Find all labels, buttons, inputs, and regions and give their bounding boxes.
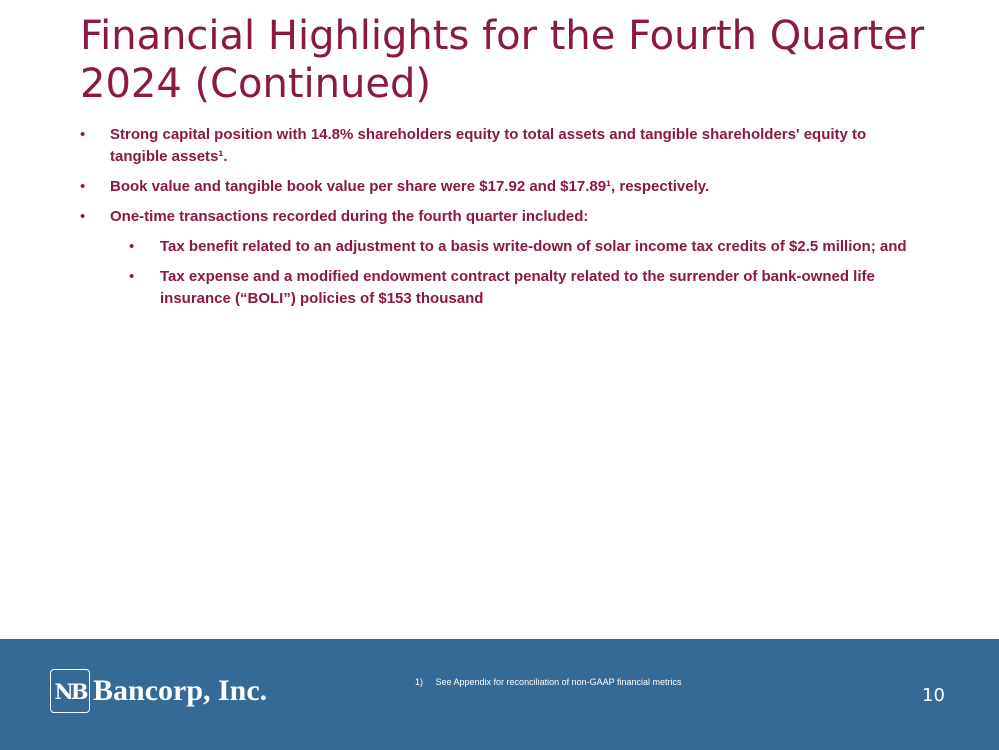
sub-bullet-text: Tax expense and a modified endowment contract penalty related to the surrender of bank-owned life insurance (“BOLI”) policies of $153 thousand bbox=[160, 268, 875, 307]
bullet-glyph: • bbox=[80, 208, 86, 225]
bullet-text: Book value and tangible book value per share were $17.92 and $17.89¹, respectively. bbox=[110, 178, 710, 195]
bullet-glyph: • bbox=[129, 268, 135, 285]
sub-bullet-text: Tax benefit related to an adjustment to a basis write-down of solar income tax credits of $2.5 million; and bbox=[160, 238, 907, 255]
bullet-glyph: • bbox=[80, 178, 86, 195]
bullet-glyph: • bbox=[80, 126, 86, 143]
sub-bullet-tax-benefit bbox=[129, 236, 920, 258]
logo-mark: NB bbox=[50, 669, 90, 713]
footnote: 1) See Appendix for reconciliation of non-GAAP financial metrics bbox=[415, 677, 682, 687]
bullet-list bbox=[0, 124, 999, 318]
bullet-capital-position bbox=[80, 124, 900, 168]
bullet-glyph: • bbox=[129, 238, 135, 255]
page-number: 10 bbox=[922, 685, 945, 706]
slide-title: Financial Highlights for the Fourth Quarter 2024 (Continued) bbox=[80, 13, 925, 107]
company-logo bbox=[50, 669, 267, 713]
bullet-text: One-time transactions recorded during the fourth quarter included: bbox=[110, 208, 589, 225]
bullet-text: Strong capital position with 14.8% shareholders equity to total assets and tangible shareholders' equity to tangible assets¹. bbox=[110, 126, 867, 165]
sub-bullet-tax-expense bbox=[129, 266, 920, 310]
logo-text: Bancorp, Inc. bbox=[93, 674, 268, 707]
bullet-one-time-transactions bbox=[80, 206, 900, 228]
bullet-book-value bbox=[80, 176, 900, 198]
footer-bar bbox=[0, 639, 999, 750]
